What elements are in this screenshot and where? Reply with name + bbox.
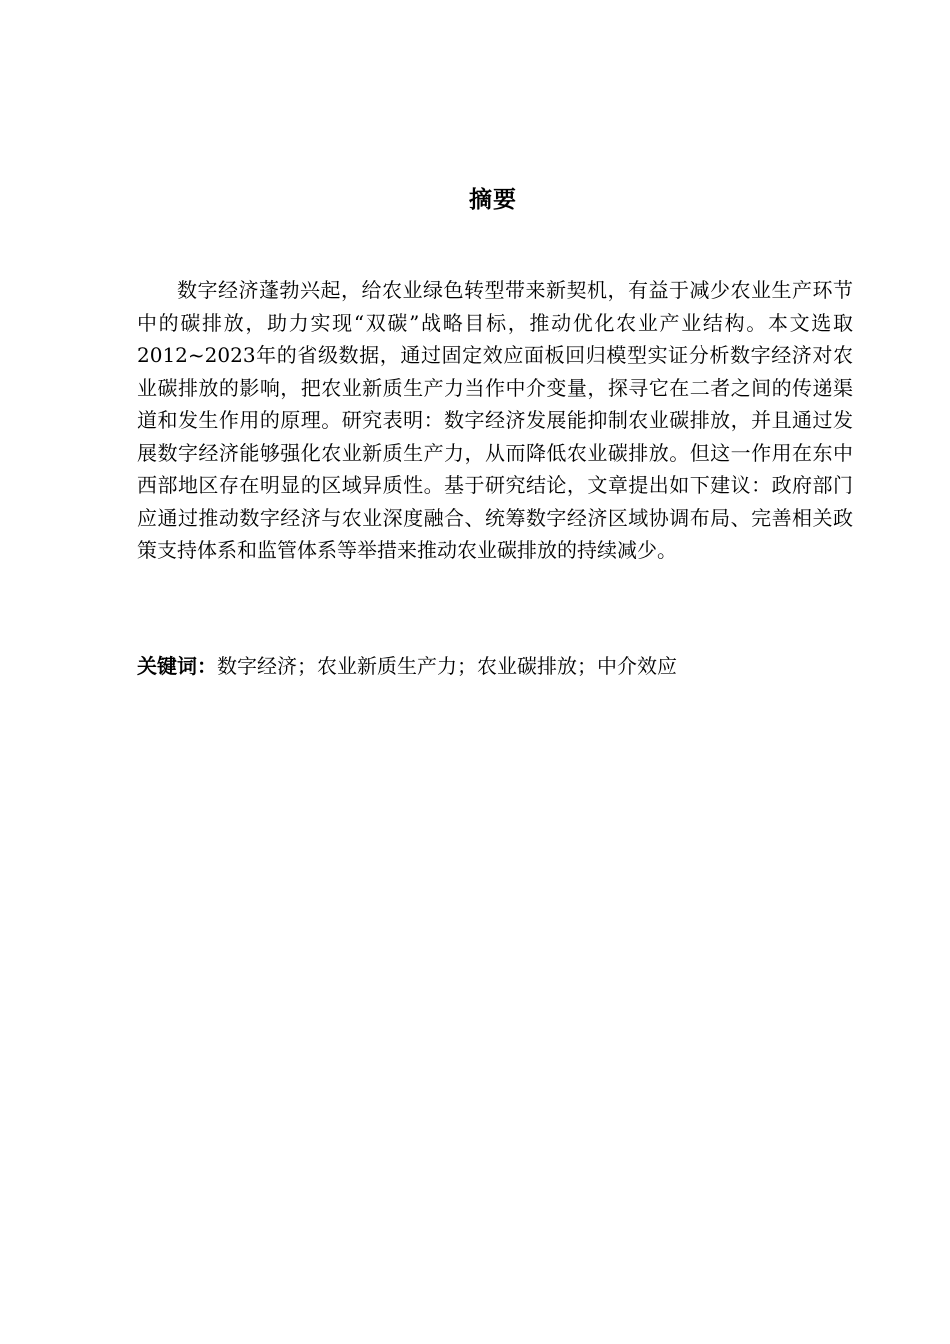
keywords-label: 关键词：	[137, 654, 217, 678]
abstract-title: 摘要	[469, 187, 517, 213]
keywords-text: 数字经济；农业新质生产力；农业碳排放；中介效应	[217, 654, 677, 678]
keywords-line	[137, 650, 853, 682]
abstract-body: 数字经济蓬勃兴起，给农业绿色转型带来新契机，有益于减少农业生产环节中的碳排放，助力实现“双碳”战略目标，推动优化农业产业结构。本文选取2012~2023年的省级数据，通过固定效应面板回归模型实证分析数字经济对农业碳排放的影响，把农业新质生产力当作中介变量，探寻它在二者之间的传递渠道和发生作用的原理。研究表明：数字经济发展能抑制农业碳排放，并且通过发展数字经济能够强化农业新质生产力，从而降低农业碳排放。但这一作用在东中西部地区存在明显的区域异质性。基于研究结论，文章提出如下建议：政府部门应通过推动数字经济与农业深度融合、统筹数字经济区域协调布局、完善相关政策支持体系和监管体系等举措来推动农业碳排放的持续减少。	[137, 278, 853, 562]
